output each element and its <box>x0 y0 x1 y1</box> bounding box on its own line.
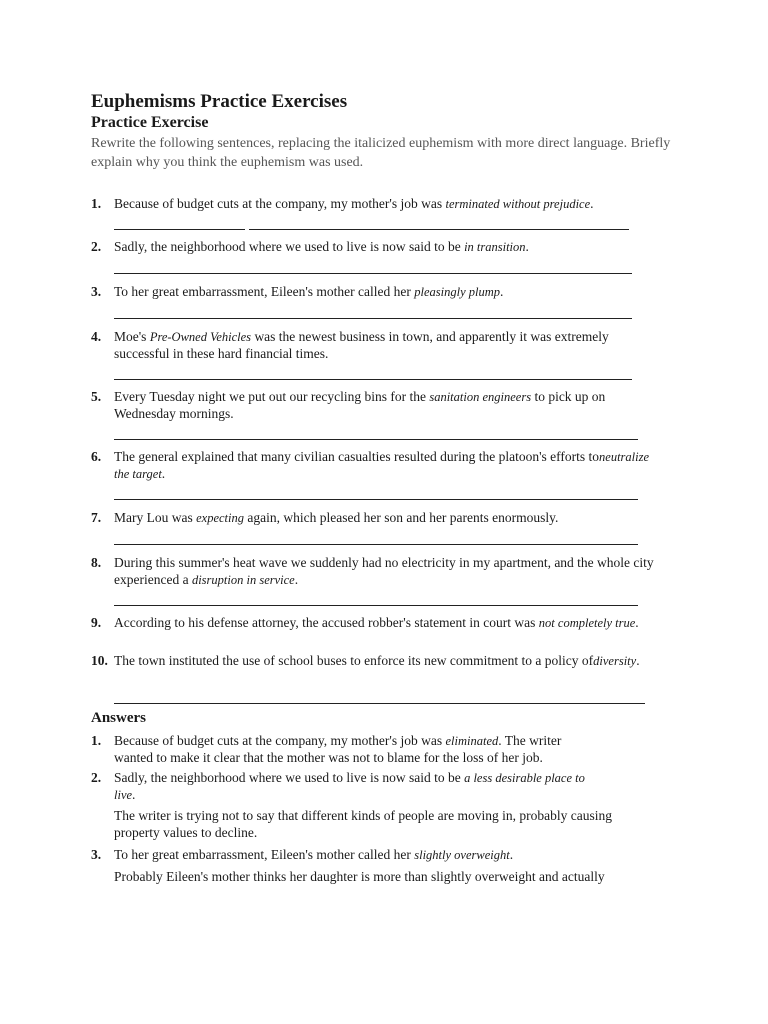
exercise-text: During this summer's heat wave we suddenly had no electricity in my apartment, and the whole city experienced a disruption in service. <box>114 555 654 587</box>
exercise-number: 5. <box>91 389 102 404</box>
answer-text: To her great embarrassment, Eileen's mother called her slightly overweight. <box>114 847 514 862</box>
euphemism: in transition <box>464 240 526 254</box>
section-title: Practice Exercise <box>91 114 209 131</box>
answer-text: Sadly, the neighborhood where we used to live is now said to be a less desirable place to live. <box>114 770 585 802</box>
euphemism: sanitation engineers <box>429 390 532 404</box>
answer-blank[interactable] <box>114 499 638 500</box>
answer-blank[interactable] <box>114 273 632 274</box>
exercise-text: Mary Lou was expecting again, which pleased her son and her parents enormously. <box>114 510 559 525</box>
answer-text: Because of budget cuts at the company, my mother's job was eliminated. The writer wanted to make it clear that the mother was not to blame for the loss of her job. <box>114 733 562 765</box>
answer-number: 1. <box>91 733 102 748</box>
answers-heading: Answers <box>91 710 146 726</box>
exercise-number: 10. <box>91 653 108 668</box>
exercise-text: The town instituted the use of school buses to enforce its new commitment to a policy ofdiversity. <box>114 653 640 668</box>
exercise-number: 4. <box>91 329 102 344</box>
exercise-number: 3. <box>91 284 102 299</box>
exercise-text: To her great embarrassment, Eileen's mother called her pleasingly plump. <box>114 284 504 299</box>
direct-term: a less desirable place to live <box>114 771 585 802</box>
answer-blank[interactable] <box>114 703 645 704</box>
euphemism: pleasingly plump <box>414 285 501 299</box>
answer-blank[interactable] <box>114 544 638 545</box>
answer-blank[interactable] <box>114 439 638 440</box>
document-title: Euphemisms Practice Exercises <box>91 91 348 112</box>
exercise-number: 2. <box>91 239 102 254</box>
instructions: Rewrite the following sentences, replacing the italicized euphemism with more direct language. Briefly explain why you think the euphemism was used. <box>91 136 671 170</box>
answer-number: 3. <box>91 847 102 862</box>
exercise-text: Because of budget cuts at the company, my mother's job was terminated without prejudice. <box>114 196 594 211</box>
euphemism: neutralize the target <box>114 450 650 481</box>
answer-number: 2. <box>91 770 102 785</box>
euphemism: not completely true <box>538 616 636 630</box>
answer-blank[interactable] <box>114 318 632 319</box>
answer-blank[interactable] <box>114 379 632 380</box>
exercise-number: 7. <box>91 510 102 525</box>
exercise-number: 6. <box>91 449 102 464</box>
exercise-number: 8. <box>91 555 102 570</box>
answer-explanation: Probably Eileen's mother thinks her daughter is more than slightly overweight and actually <box>114 869 605 884</box>
answer-blank[interactable] <box>114 605 638 606</box>
euphemism: terminated without prejudice <box>445 197 591 211</box>
euphemism: disruption in service <box>191 572 295 587</box>
exercise-number: 1. <box>91 196 102 211</box>
answer-blank[interactable] <box>249 229 629 230</box>
exercise-text: According to his defense attorney, the accused robber's statement in court was not completely true. <box>114 615 639 630</box>
exercise-text: The general explained that many civilian casualties resulted during the platoon's efforts toneutralize the target. <box>114 449 650 481</box>
direct-term: eliminated <box>445 734 499 748</box>
answer-blank[interactable] <box>114 229 245 230</box>
euphemism: diversity <box>593 654 637 668</box>
direct-term: slightly overweight <box>414 848 510 862</box>
answer-explanation: The writer is trying not to say that different kinds of people are moving in, probably causing property values to decline. <box>114 808 613 840</box>
exercise-text: Sadly, the neighborhood where we used to live is now said to be in transition. <box>114 239 529 254</box>
euphemism: expecting <box>196 511 244 525</box>
exercise-text: Every Tuesday night we put out our recycling bins for the sanitation engineers to pick up on Wednesday mornings. <box>114 389 606 421</box>
exercise-number: 9. <box>91 615 102 630</box>
euphemism: Pre-Owned Vehicles <box>149 330 252 344</box>
exercise-text: Moe's Pre-Owned Vehicles was the newest business in town, and apparently it was extremely successful in these hard financial times. <box>114 329 609 361</box>
